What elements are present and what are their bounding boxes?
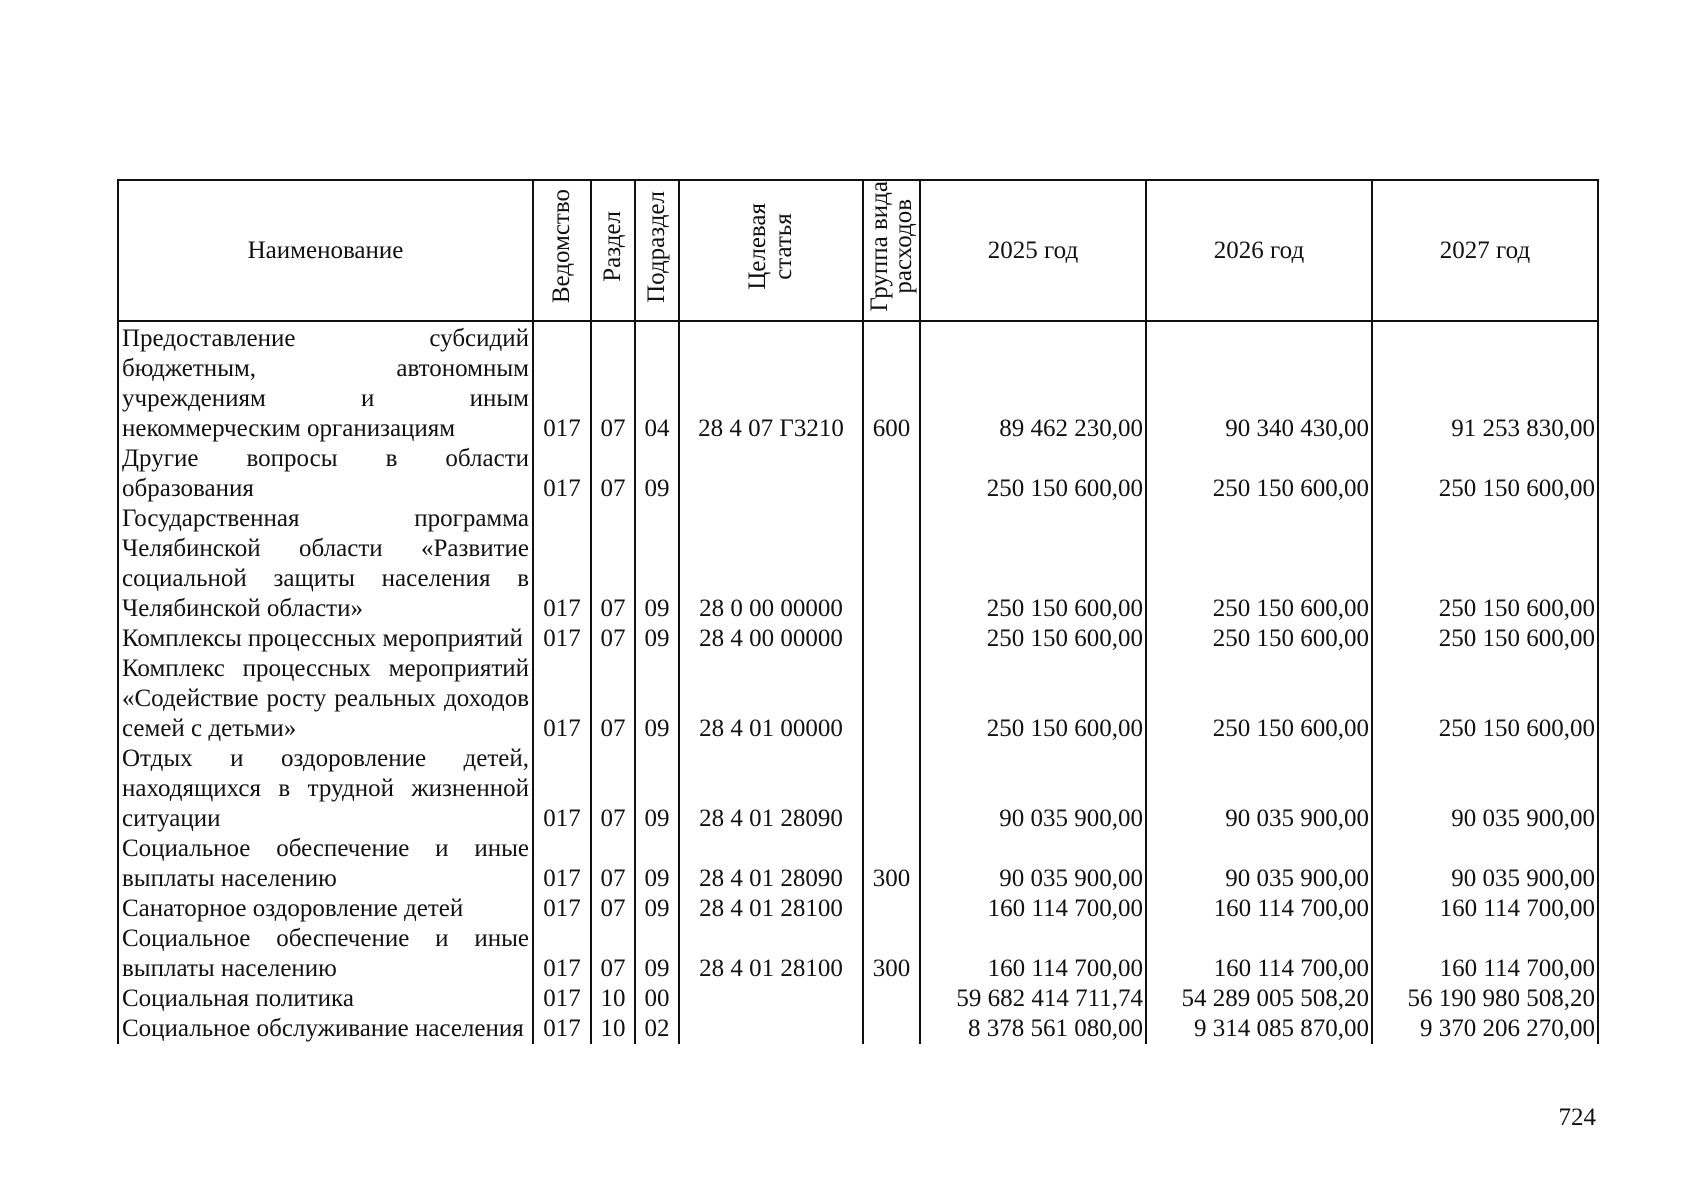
header-2026: 2026 год xyxy=(1146,180,1372,321)
header-razdel-text: Раздел xyxy=(599,211,626,282)
row-amount-2027: 250 150 600,00 xyxy=(1372,654,1598,744)
row-amount-2027: 91 253 830,00 xyxy=(1372,321,1598,444)
row-amount-2027: 250 150 600,00 xyxy=(1372,444,1598,504)
row-expense-group: 300 xyxy=(863,834,920,894)
row-amount-2025: 90 035 900,00 xyxy=(920,744,1146,834)
row-podrazdel: 09 xyxy=(635,444,679,504)
row-razdel: 07 xyxy=(591,444,635,504)
table-row xyxy=(118,1014,1598,1044)
row-target-article: 28 0 00 00000 xyxy=(679,504,863,624)
row-expense-group: 600 xyxy=(863,321,920,444)
header-target-article xyxy=(679,180,863,321)
header-expense-group xyxy=(863,180,920,321)
row-amount-2027: 160 114 700,00 xyxy=(1372,924,1598,984)
row-name: Социальное обеспечение и иные выплаты населению xyxy=(118,924,533,984)
row-amount-2025: 250 150 600,00 xyxy=(920,654,1146,744)
row-vedomstvo: 017 xyxy=(533,984,591,1014)
row-razdel: 07 xyxy=(591,321,635,444)
row-amount-2025: 8 378 561 080,00 xyxy=(920,1014,1146,1044)
row-razdel: 10 xyxy=(591,1014,635,1044)
table-row xyxy=(118,984,1598,1014)
row-target-article: 28 4 01 28100 xyxy=(679,894,863,924)
row-target-article xyxy=(679,984,863,1014)
row-name: Социальное обслуживание населения xyxy=(118,1014,533,1044)
row-vedomstvo: 017 xyxy=(533,744,591,834)
row-name: Предоставление субсидий бюджетным, автономным учреждениям и иным некоммерческим организациям xyxy=(118,321,533,444)
row-vedomstvo: 017 xyxy=(533,624,591,654)
row-vedomstvo: 017 xyxy=(533,1014,591,1044)
table-row xyxy=(118,744,1598,834)
table-row xyxy=(118,654,1598,744)
page-number: 724 xyxy=(1558,1104,1596,1131)
row-amount-2026: 250 150 600,00 xyxy=(1146,624,1372,654)
row-vedomstvo: 017 xyxy=(533,321,591,444)
header-2025: 2025 год xyxy=(920,180,1146,321)
row-amount-2025: 89 462 230,00 xyxy=(920,321,1146,444)
table-body xyxy=(118,321,1598,1044)
row-target-article: 28 4 01 28100 xyxy=(679,924,863,984)
header-name: Наименование xyxy=(118,180,533,321)
table-row xyxy=(118,321,1598,444)
row-amount-2025: 59 682 414 711,74 xyxy=(920,984,1146,1014)
row-expense-group xyxy=(863,894,920,924)
row-amount-2025: 160 114 700,00 xyxy=(920,894,1146,924)
row-expense-group xyxy=(863,624,920,654)
header-podrazdel xyxy=(635,180,679,321)
row-amount-2026: 250 150 600,00 xyxy=(1146,654,1372,744)
row-amount-2025: 250 150 600,00 xyxy=(920,504,1146,624)
header-2027: 2027 год xyxy=(1372,180,1598,321)
row-vedomstvo: 017 xyxy=(533,504,591,624)
row-amount-2026: 160 114 700,00 xyxy=(1146,894,1372,924)
table-row xyxy=(118,504,1598,624)
row-razdel: 07 xyxy=(591,504,635,624)
row-amount-2026: 250 150 600,00 xyxy=(1146,444,1372,504)
row-podrazdel: 09 xyxy=(635,894,679,924)
row-expense-group xyxy=(863,984,920,1014)
budget-table xyxy=(117,179,1599,1044)
row-target-article: 28 4 01 28090 xyxy=(679,744,863,834)
row-vedomstvo: 017 xyxy=(533,834,591,894)
row-amount-2026: 90 035 900,00 xyxy=(1146,834,1372,894)
header-group-line2: расходов xyxy=(889,199,917,294)
header-razdel xyxy=(591,180,635,321)
row-expense-group xyxy=(863,744,920,834)
row-amount-2026: 90 340 430,00 xyxy=(1146,321,1372,444)
row-amount-2026: 9 314 085 870,00 xyxy=(1146,1014,1372,1044)
row-target-article xyxy=(679,444,863,504)
row-expense-group xyxy=(863,1014,920,1044)
row-podrazdel: 09 xyxy=(635,744,679,834)
table-header xyxy=(118,180,1598,321)
row-podrazdel: 09 xyxy=(635,624,679,654)
row-name: Отдых и оздоровление детей, находящихся в трудной жизненной ситуации xyxy=(118,744,533,834)
row-target-article xyxy=(679,1014,863,1044)
row-expense-group xyxy=(863,654,920,744)
row-razdel: 07 xyxy=(591,834,635,894)
row-name: Государственная программа Челябинской области «Развитие социальной защиты населения в Челябинской области» xyxy=(118,504,533,624)
header-vedomstvo xyxy=(533,180,591,321)
row-razdel: 07 xyxy=(591,924,635,984)
row-amount-2027: 90 035 900,00 xyxy=(1372,834,1598,894)
header-target-article-text xyxy=(745,203,797,290)
row-expense-group: 300 xyxy=(863,924,920,984)
header-expense-group-text xyxy=(865,181,917,312)
row-amount-2025: 160 114 700,00 xyxy=(920,924,1146,984)
row-name: Санаторное оздоровление детей xyxy=(118,894,533,924)
row-podrazdel: 00 xyxy=(635,984,679,1014)
row-name: Социальное обеспечение и иные выплаты населению xyxy=(118,834,533,894)
row-amount-2027: 250 150 600,00 xyxy=(1372,504,1598,624)
row-amount-2025: 250 150 600,00 xyxy=(920,444,1146,504)
row-amount-2027: 9 370 206 270,00 xyxy=(1372,1014,1598,1044)
row-podrazdel: 04 xyxy=(635,321,679,444)
row-podrazdel: 09 xyxy=(635,834,679,894)
row-vedomstvo: 017 xyxy=(533,444,591,504)
row-amount-2027: 160 114 700,00 xyxy=(1372,894,1598,924)
row-podrazdel: 09 xyxy=(635,924,679,984)
row-target-article: 28 4 07 Г3210 xyxy=(679,321,863,444)
row-vedomstvo: 017 xyxy=(533,894,591,924)
row-amount-2026: 54 289 005 508,20 xyxy=(1146,984,1372,1014)
table-row xyxy=(118,924,1598,984)
row-razdel: 07 xyxy=(591,654,635,744)
table-row xyxy=(118,834,1598,894)
row-expense-group xyxy=(863,504,920,624)
row-amount-2025: 250 150 600,00 xyxy=(920,624,1146,654)
row-vedomstvo: 017 xyxy=(533,654,591,744)
row-target-article: 28 4 00 00000 xyxy=(679,624,863,654)
table-row xyxy=(118,444,1598,504)
row-name: Другие вопросы в области образования xyxy=(118,444,533,504)
row-expense-group xyxy=(863,444,920,504)
row-name: Комплекс процессных мероприятий «Содействие росту реальных доходов семей с детьми» xyxy=(118,654,533,744)
row-podrazdel: 02 xyxy=(635,1014,679,1044)
row-razdel: 10 xyxy=(591,984,635,1014)
row-razdel: 07 xyxy=(591,624,635,654)
row-amount-2026: 250 150 600,00 xyxy=(1146,504,1372,624)
row-name: Комплексы процессных мероприятий xyxy=(118,624,533,654)
row-amount-2026: 90 035 900,00 xyxy=(1146,744,1372,834)
row-name: Социальная политика xyxy=(118,984,533,1014)
header-target-line2: статья xyxy=(770,213,797,280)
row-amount-2027: 56 190 980 508,20 xyxy=(1372,984,1598,1014)
row-vedomstvo: 017 xyxy=(533,924,591,984)
row-amount-2027: 90 035 900,00 xyxy=(1372,744,1598,834)
header-podrazdel-text: Подраздел xyxy=(643,190,670,303)
row-target-article: 28 4 01 28090 xyxy=(679,834,863,894)
header-group-line1: Группа вида xyxy=(865,181,893,312)
header-target-line1: Целевая xyxy=(744,203,771,290)
header-vedomstvo-text: Ведомство xyxy=(548,189,575,304)
row-podrazdel: 09 xyxy=(635,654,679,744)
table-row xyxy=(118,624,1598,654)
row-podrazdel: 09 xyxy=(635,504,679,624)
row-amount-2025: 90 035 900,00 xyxy=(920,834,1146,894)
row-amount-2026: 160 114 700,00 xyxy=(1146,924,1372,984)
row-target-article: 28 4 01 00000 xyxy=(679,654,863,744)
row-razdel: 07 xyxy=(591,744,635,834)
row-amount-2027: 250 150 600,00 xyxy=(1372,624,1598,654)
table-row xyxy=(118,894,1598,924)
row-razdel: 07 xyxy=(591,894,635,924)
